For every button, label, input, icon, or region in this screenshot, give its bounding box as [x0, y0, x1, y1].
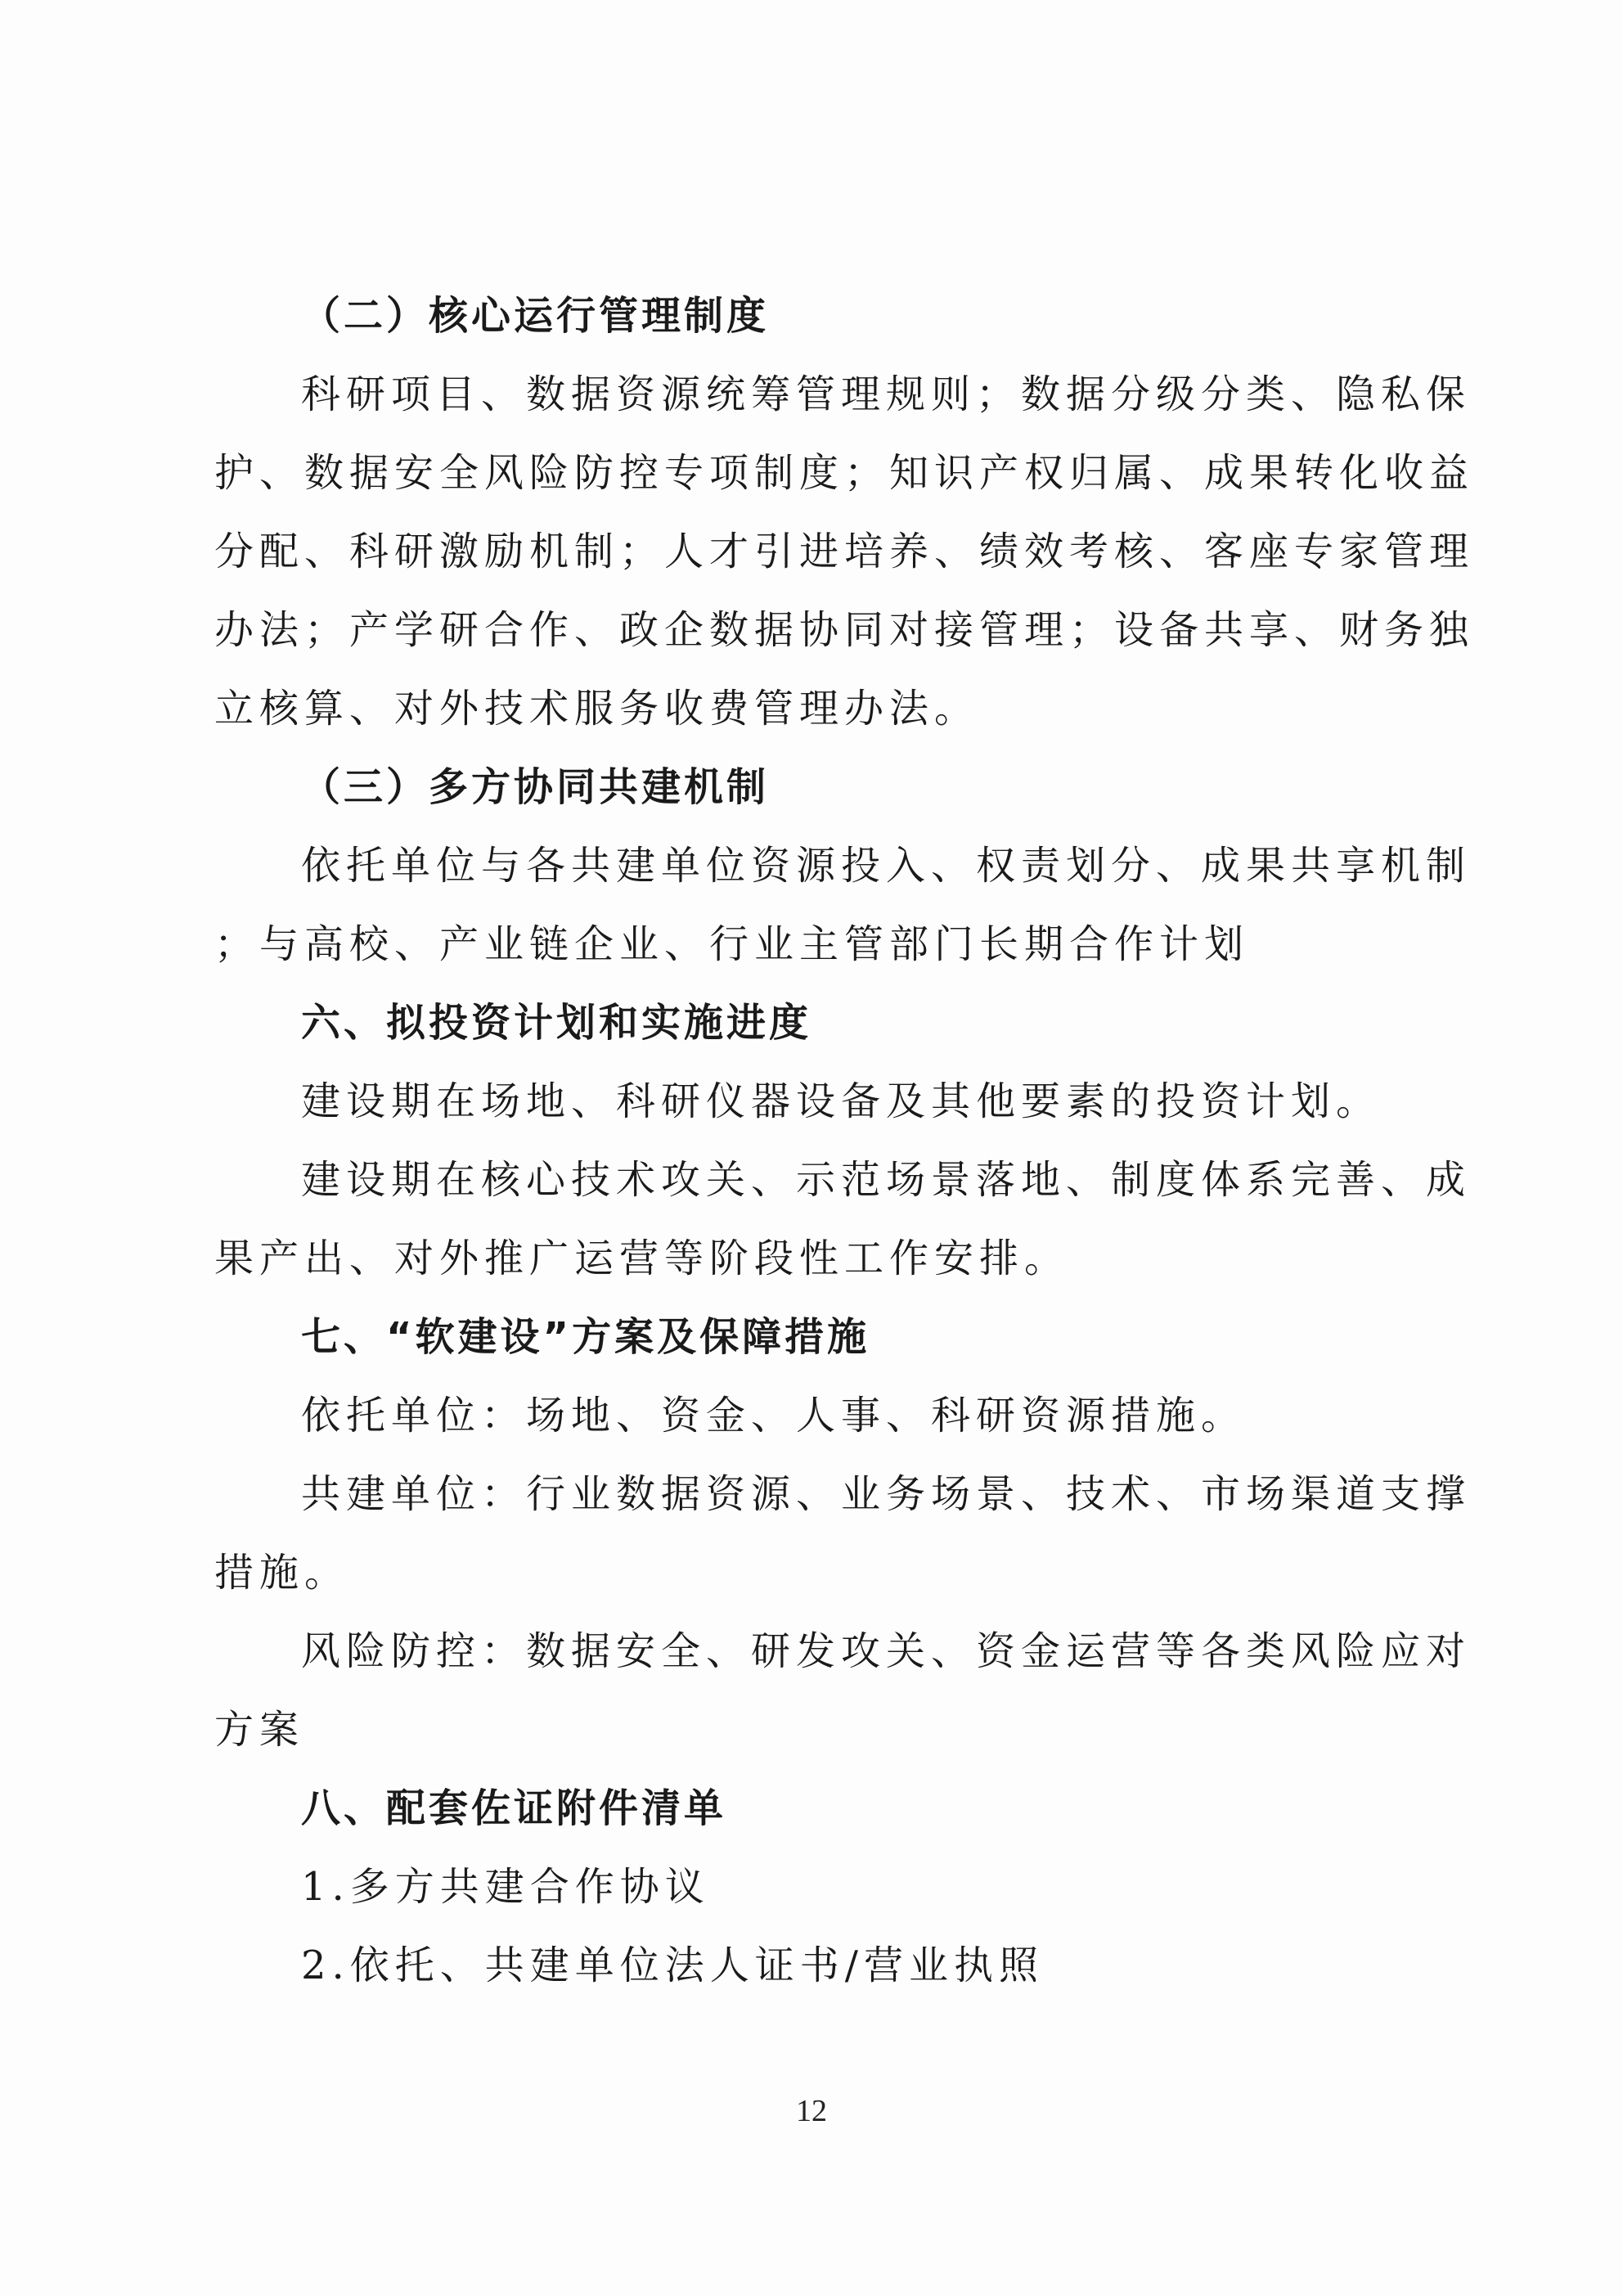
- paragraph-line: 立核算、对外技术服务收费管理办法。: [214, 686, 980, 732]
- paragraph-line: 方案: [214, 1707, 305, 1753]
- attachment-list-item: 2.依托、共建单位法人证书/营业执照: [301, 1943, 1044, 1988]
- page-number: 12: [796, 2094, 827, 2128]
- paragraph-line: 依托单位：场地、资金、人事、科研资源措施。: [301, 1393, 1247, 1438]
- paragraph-line: 办法；产学研合作、政企数据协同对接管理；设备共享、财务独: [214, 607, 1475, 653]
- paragraph-line: 分配、科研激励机制；人才引进培养、绩效考核、客座专家管理: [214, 529, 1475, 574]
- attachment-list-item: 1.多方共建合作协议: [301, 1864, 710, 1910]
- section-heading-investment-plan: 六、拟投资计划和实施进度: [301, 1000, 812, 1046]
- paragraph-line: 果产出、对外推广运营等阶段性工作安排。: [214, 1236, 1070, 1281]
- document-body: [214, 277, 1475, 2005]
- paragraph-line: 建设期在核心技术攻关、示范场景落地、制度体系完善、成: [301, 1157, 1472, 1203]
- paragraph-line: 护、数据安全风险防控专项制度；知识产权归属、成果转化收益: [214, 450, 1475, 496]
- paragraph-line: 依托单位与各共建单位资源投入、权责划分、成果共享机制: [301, 843, 1472, 889]
- section-heading-core-management: （二）核心运行管理制度: [301, 293, 770, 339]
- paragraph-line: 科研项目、数据资源统筹管理规则；数据分级分类、隐私保: [301, 371, 1472, 417]
- paragraph-line: 风险防控：数据安全、研发攻关、资金运营等各类风险应对: [301, 1628, 1472, 1674]
- paragraph-line: 共建单位：行业数据资源、业务场景、技术、市场渠道支撑: [301, 1471, 1472, 1517]
- paragraph-line: 措施。: [214, 1550, 350, 1596]
- paragraph-line: ；与高校、产业链企业、行业主管部门长期合作计划: [214, 921, 1250, 967]
- paragraph-line: 建设期在场地、科研仪器设备及其他要素的投资计划。: [301, 1078, 1382, 1124]
- section-heading-attachments: 八、配套佐证附件清单: [301, 1785, 727, 1831]
- section-heading-soft-construction: 七、“软建设”方案及保障措施: [301, 1314, 870, 1360]
- section-heading-collaboration: （三）多方协同共建机制: [301, 764, 770, 810]
